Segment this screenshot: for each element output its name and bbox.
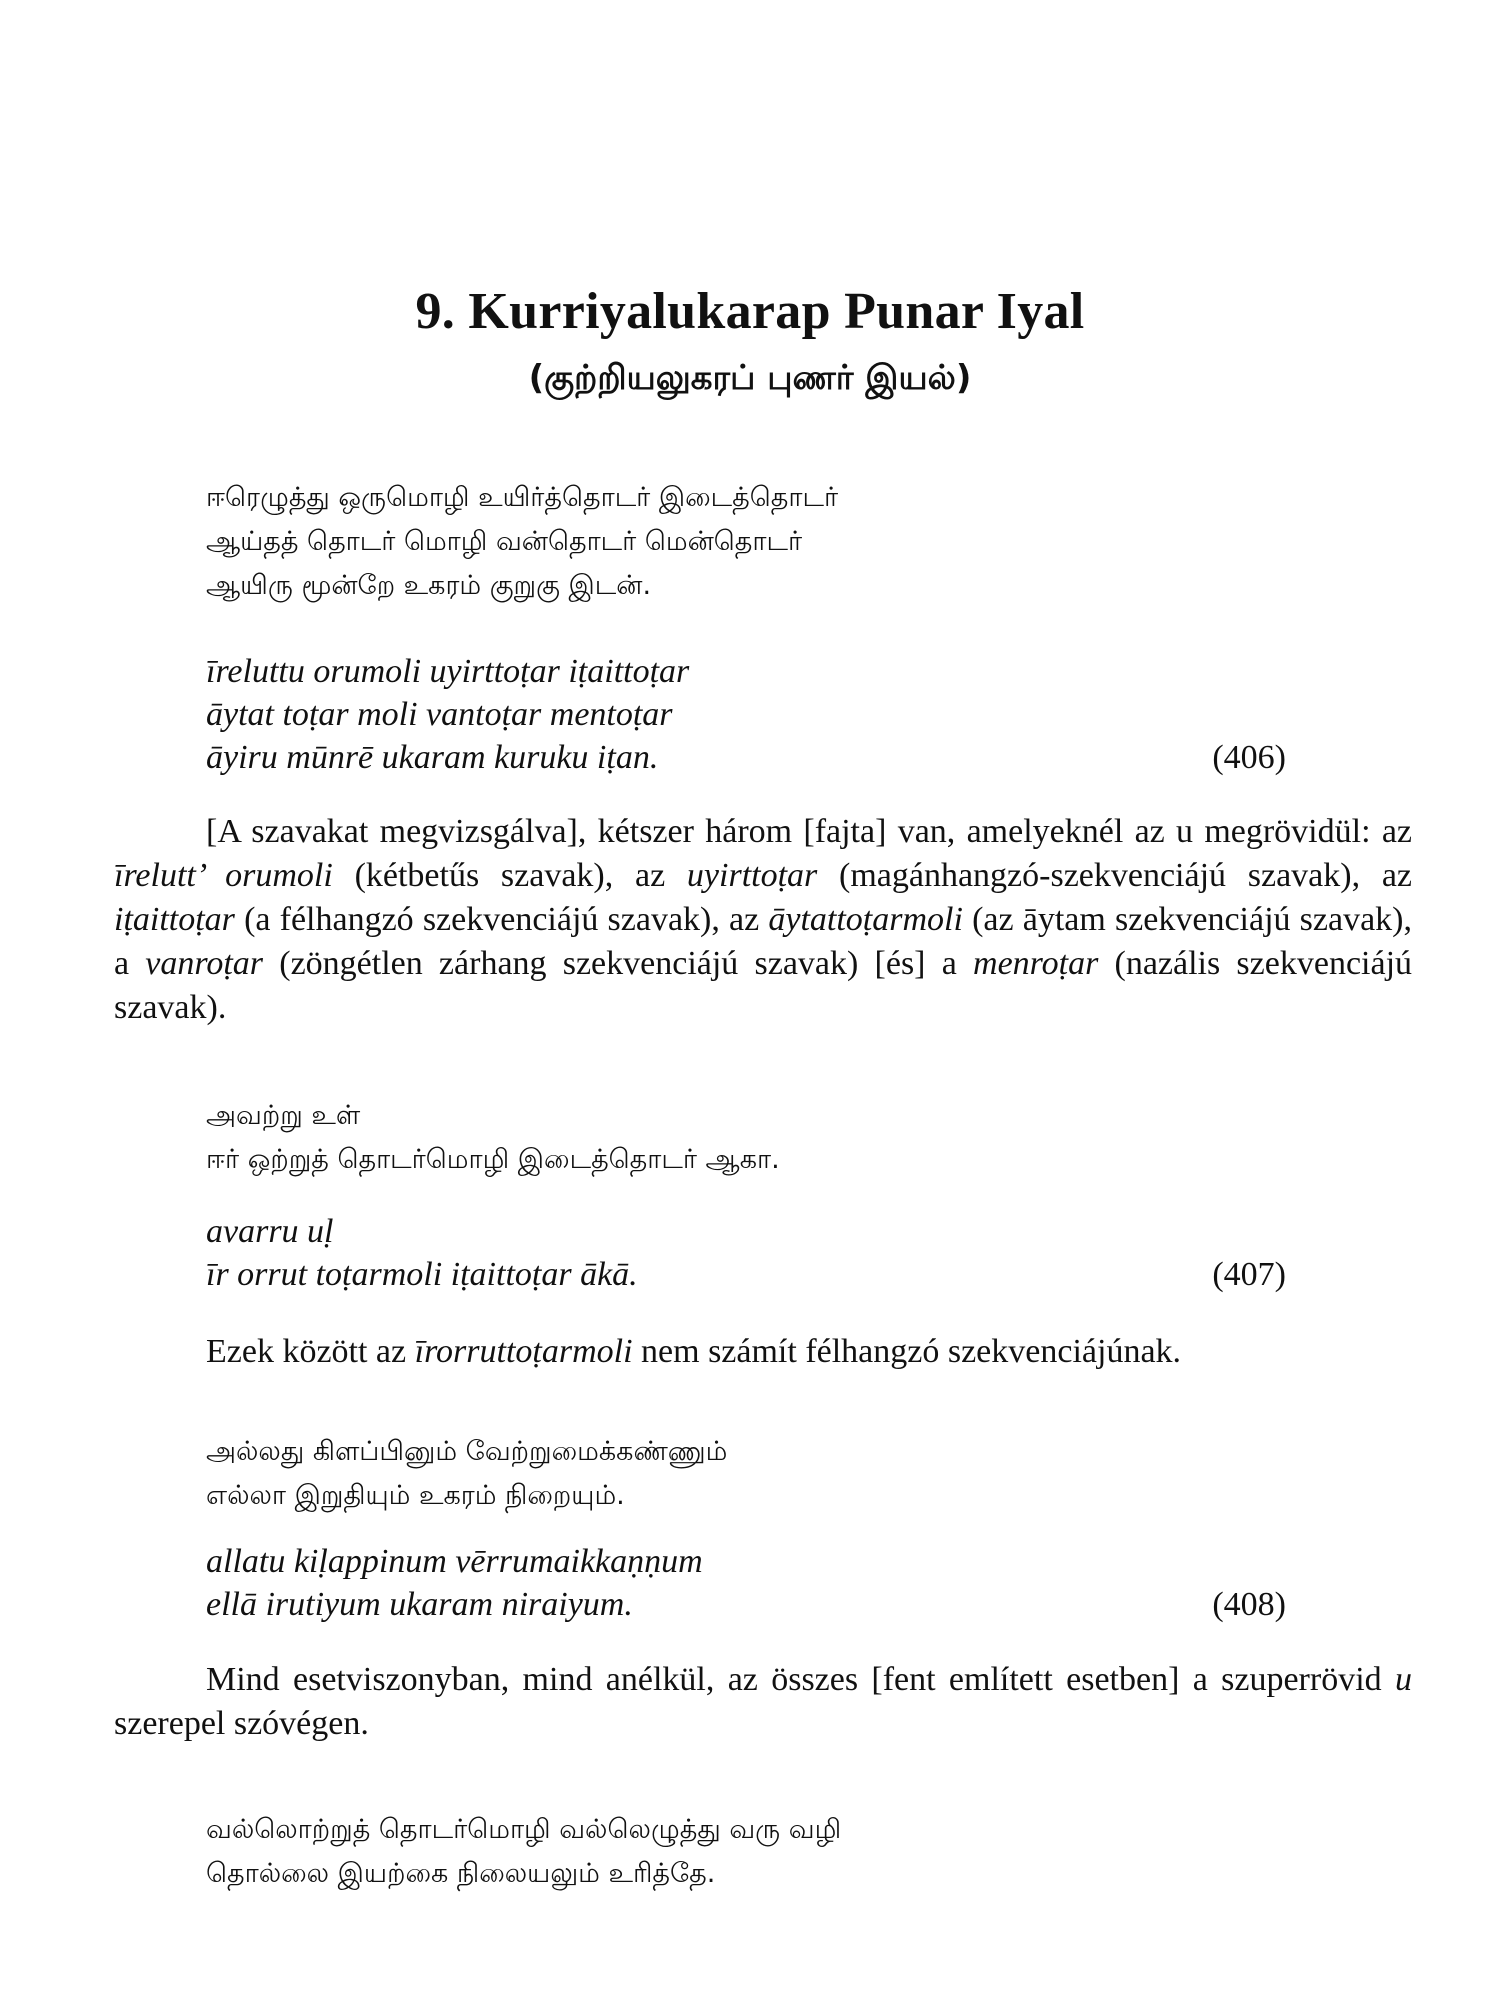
translit-text: ellā irutiyum ukaram niraiyum.	[206, 1586, 633, 1623]
transliteration-408	[206, 1540, 1286, 1626]
tamil-verse-407	[206, 1094, 780, 1182]
tamil-line: ஈரெழுத்து ஒருமொழி உயிர்த்தொடர் இடைத்தொடர்	[206, 482, 839, 513]
translit-line-with-number	[206, 1583, 1286, 1626]
translation-408: Mind esetviszonyban, mind anélkül, az összes [fent említett esetben] a szuperrövid u szerepel szóvégen.	[114, 1661, 1412, 1742]
tamil-line: வல்லொற்றுத் தொடர்மொழி வல்லெழுத்து வரு வழி	[206, 1814, 842, 1845]
tamil-verse-409	[206, 1808, 841, 1896]
transliteration-406	[206, 650, 1286, 779]
chapter-title: 9. Kurriyalukarap Punar Iyal	[415, 283, 1085, 340]
tamil-line: ஆய்தத் தொடர் மொழி வன்தொடர் மென்தொடர்	[206, 526, 803, 557]
tamil-line: அல்லது கிளப்பினும் வேற்றுமைக்கண்ணும்	[206, 1436, 728, 1467]
verse-number-407: (407)	[1212, 1256, 1286, 1293]
term: u	[1395, 1661, 1412, 1698]
tamil-verse-406	[206, 476, 838, 608]
term: vanroṭar	[145, 945, 264, 982]
verse-number-408: (408)	[1212, 1586, 1286, 1623]
translit-text: āyiru mūnrē ukaram kuruku iṭan.	[206, 739, 659, 776]
tamil-line: எல்லா இறுதியும் உகரம் நிறையும்.	[206, 1480, 625, 1511]
translation-406: [A szavakat megvizsgálva], kétszer három [fajta] van, amelyeknél az u megrövidül: az īrelutt’ orumoli (kétbetűs szavak), az uyirttoṭar (magánhangzó-szekvenciájú szavak), az iṭaittoṭar (a félhangzó szekvenciájú szavak), az āytattoṭarmoli (az āytam szekvenciájú szavak), a vanroṭar (zöngétlen zárhang szekvenciájú szavak) [és] a menroṭar (nazális szekvenciájú szavak).	[114, 813, 1413, 1026]
tamil-line: அவற்று உள்	[206, 1100, 361, 1131]
translit-line: avarru uḷ	[206, 1213, 334, 1250]
term: āytattoṭarmoli	[768, 901, 963, 938]
term: iṭaittoṭar	[114, 901, 235, 938]
translit-line: āytat toṭar moli vantoṭar mentoṭar	[206, 696, 673, 733]
term: menroṭar	[973, 945, 1099, 982]
tamil-line: ஈர் ஒற்றுத் தொடர்மொழி இடைத்தொடர் ஆகா.	[206, 1144, 780, 1175]
tamil-line: தொல்லை இயற்கை நிலையலும் உரித்தே.	[206, 1858, 716, 1889]
translit-line: īreluttu orumoli uyirttoṭar iṭaittoṭar	[206, 653, 690, 690]
translit-text: īr orrut toṭarmoli iṭaittoṭar ākā.	[206, 1256, 638, 1293]
chapter-subtitle-tamil: (குற்றியலுகரப் புணர் இயல்)	[528, 358, 972, 398]
term: īrorruttoṭarmoli	[414, 1333, 633, 1370]
translation-407: Ezek között az īrorruttoṭarmoli nem számít félhangzó szekvenciájúnak.	[206, 1333, 1182, 1370]
verse-number-406: (406)	[1212, 739, 1286, 776]
transliteration-407	[206, 1210, 1286, 1296]
translit-line-with-number	[206, 1253, 1286, 1296]
tamil-line: ஆயிரு மூன்றே உகரம் குறுகு இடன்.	[206, 570, 652, 601]
translit-line: allatu kiḷappinum vērrumaikkaṇṇum	[206, 1543, 703, 1580]
term: īrelutt’ orumoli	[114, 857, 333, 894]
term: uyirttoṭar	[686, 857, 818, 894]
tamil-verse-408	[206, 1430, 727, 1518]
translit-line-with-number	[206, 736, 1286, 779]
